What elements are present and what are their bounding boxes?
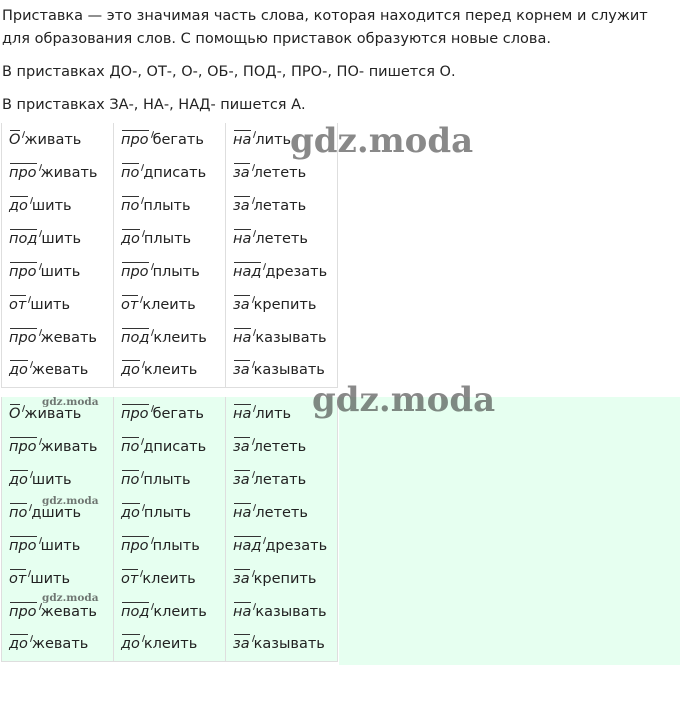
table-row bbox=[2, 321, 338, 354]
prefix-marked: за bbox=[233, 636, 250, 653]
word-cell bbox=[114, 562, 226, 595]
prefix-marked: над bbox=[233, 263, 262, 280]
prefix-table-1 bbox=[1, 123, 338, 388]
prefix-marked: по bbox=[121, 197, 140, 214]
word-rest: плыть bbox=[143, 230, 192, 247]
word-rest: жевать bbox=[31, 362, 89, 379]
word-rest: плыть bbox=[143, 504, 192, 521]
word-rest: клеить bbox=[153, 603, 207, 620]
table-row bbox=[2, 628, 338, 661]
word-rest: шить bbox=[41, 230, 82, 247]
prefix-marked: про bbox=[9, 603, 37, 620]
prefix-marked: на bbox=[233, 405, 252, 422]
prefix-marked: по bbox=[121, 471, 140, 488]
word-cell bbox=[114, 496, 226, 529]
word-rest: плыть bbox=[152, 537, 200, 554]
watermark-logo: gdz.moda bbox=[290, 121, 474, 161]
word-rest: казывать bbox=[253, 636, 325, 653]
table-row bbox=[2, 354, 338, 387]
prefix-marked: про bbox=[9, 537, 37, 554]
word-rest: шить bbox=[30, 570, 71, 587]
word-cell bbox=[2, 156, 114, 189]
word-rest: дписать bbox=[143, 164, 207, 181]
word-rest: живать bbox=[24, 131, 82, 148]
prefix-marked: на bbox=[233, 131, 252, 148]
word-cell bbox=[2, 496, 114, 529]
table-row bbox=[2, 156, 338, 189]
table-row bbox=[2, 288, 338, 321]
word-cell bbox=[226, 123, 338, 156]
rule-o-prefixes: В приставках ДО-, ОТ-, О-, ОБ-, ПОД-, ПРО-, ПО- пишется О. bbox=[2, 64, 456, 80]
prefix-marked: за bbox=[233, 471, 250, 488]
word-cell bbox=[114, 628, 226, 661]
prefix-marked: от bbox=[9, 296, 27, 313]
prefix-marked: про bbox=[121, 537, 149, 554]
word-rest: клеить bbox=[153, 329, 207, 346]
word-rest: лететь bbox=[255, 230, 308, 247]
word-rest: бегать bbox=[152, 405, 204, 422]
prefix-marked: за bbox=[233, 570, 250, 587]
word-rest: летать bbox=[253, 197, 307, 214]
word-cell bbox=[114, 156, 226, 189]
prefix-marked: до bbox=[121, 504, 140, 521]
word-cell bbox=[226, 189, 338, 222]
word-cell bbox=[2, 430, 114, 463]
prefix-marked: от bbox=[9, 570, 27, 587]
word-rest: лить bbox=[255, 405, 292, 422]
word-cell bbox=[226, 222, 338, 255]
word-cell bbox=[226, 628, 338, 661]
prefix-marked: за bbox=[233, 362, 250, 379]
word-cell bbox=[226, 496, 338, 529]
prefix-marked: под bbox=[9, 230, 38, 247]
word-cell bbox=[226, 255, 338, 288]
word-cell bbox=[226, 156, 338, 189]
word-rest: лететь bbox=[253, 438, 307, 455]
word-cell bbox=[226, 397, 338, 430]
prefix-marked: на bbox=[233, 603, 252, 620]
word-cell bbox=[2, 255, 114, 288]
word-rest: летать bbox=[253, 471, 307, 488]
prefix-marked: до bbox=[9, 362, 28, 379]
table-row bbox=[2, 529, 338, 562]
prefix-marked: про bbox=[9, 263, 37, 280]
word-rest: шить bbox=[40, 537, 81, 554]
word-cell bbox=[226, 354, 338, 387]
prefix-marked: по bbox=[121, 438, 140, 455]
rule-a-prefixes: В приставках ЗА-, НА-, НАД- пишется А. bbox=[2, 97, 306, 113]
word-cell bbox=[2, 288, 114, 321]
word-cell bbox=[226, 321, 338, 354]
word-cell bbox=[2, 189, 114, 222]
word-cell bbox=[114, 321, 226, 354]
word-cell bbox=[114, 288, 226, 321]
prefix-marked: про bbox=[9, 329, 37, 346]
word-cell bbox=[226, 463, 338, 496]
word-rest: дрезать bbox=[265, 537, 328, 554]
word-cell bbox=[2, 321, 114, 354]
word-rest: лететь bbox=[253, 164, 307, 181]
word-cell bbox=[114, 397, 226, 430]
table-row bbox=[2, 222, 338, 255]
word-cell bbox=[2, 628, 114, 661]
prefix-marked: до bbox=[9, 471, 28, 488]
prefix-marked: на bbox=[233, 504, 252, 521]
word-cell bbox=[2, 463, 114, 496]
word-cell bbox=[226, 529, 338, 562]
word-rest: шить bbox=[30, 296, 71, 313]
table-row bbox=[2, 595, 338, 628]
word-cell bbox=[114, 529, 226, 562]
prefix-marked: от bbox=[121, 296, 139, 313]
word-cell bbox=[2, 562, 114, 595]
prefix-marked: до bbox=[121, 230, 140, 247]
table-row bbox=[2, 496, 338, 529]
prefix-marked: за bbox=[233, 438, 250, 455]
word-rest: плыть bbox=[143, 197, 191, 214]
word-cell bbox=[114, 255, 226, 288]
word-rest: шить bbox=[31, 471, 72, 488]
watermark-small: gdz.moda bbox=[42, 495, 99, 507]
word-cell bbox=[2, 123, 114, 156]
prefix-marked: на bbox=[233, 230, 252, 247]
word-cell bbox=[114, 123, 226, 156]
word-rest: плыть bbox=[152, 263, 200, 280]
word-rest: дписать bbox=[143, 438, 207, 455]
word-rest: дшить bbox=[31, 504, 82, 521]
word-cell bbox=[114, 189, 226, 222]
prefix-marked: по bbox=[9, 504, 28, 521]
word-rest: клеить bbox=[142, 570, 196, 587]
word-rest: живать bbox=[24, 405, 82, 422]
prefix-marked: про bbox=[9, 164, 37, 181]
prefix-marked: про bbox=[121, 263, 149, 280]
word-cell bbox=[226, 430, 338, 463]
watermark-logo: gdz.moda bbox=[312, 380, 496, 420]
prefix-marked: до bbox=[121, 636, 140, 653]
word-rest: крепить bbox=[253, 296, 317, 313]
word-rest: жевать bbox=[40, 329, 97, 346]
table-row bbox=[2, 255, 338, 288]
word-rest: казывать bbox=[253, 362, 325, 379]
prefix-marked: за bbox=[233, 197, 250, 214]
word-rest: клеить bbox=[143, 636, 198, 653]
word-rest: клеить bbox=[143, 362, 198, 379]
word-rest: казывать bbox=[255, 603, 327, 620]
prefix-marked: по bbox=[121, 164, 140, 181]
table-row bbox=[2, 189, 338, 222]
word-cell bbox=[114, 354, 226, 387]
prefix-marked: про bbox=[121, 131, 149, 148]
table-row bbox=[2, 463, 338, 496]
word-cell bbox=[226, 595, 338, 628]
table-row bbox=[2, 562, 338, 595]
word-rest: жевать bbox=[40, 603, 97, 620]
prefix-marked: под bbox=[121, 329, 150, 346]
prefix-marked: О bbox=[9, 131, 21, 148]
word-rest: лить bbox=[255, 131, 292, 148]
word-cell bbox=[226, 288, 338, 321]
word-cell bbox=[2, 354, 114, 387]
word-rest: шить bbox=[40, 263, 81, 280]
prefix-marked: до bbox=[9, 197, 28, 214]
prefix-table-2 bbox=[1, 397, 338, 662]
word-rest: дрезать bbox=[265, 263, 328, 280]
word-cell bbox=[2, 595, 114, 628]
word-rest: шить bbox=[31, 197, 72, 214]
word-rest: жевать bbox=[31, 636, 89, 653]
word-cell bbox=[114, 463, 226, 496]
word-rest: лететь bbox=[255, 504, 308, 521]
prefix-marked: про bbox=[121, 405, 149, 422]
watermark-small: gdz.moda bbox=[42, 396, 99, 408]
word-rest: живать bbox=[40, 164, 98, 181]
green-highlight-area bbox=[339, 397, 680, 665]
word-cell bbox=[114, 595, 226, 628]
prefix-marked: О bbox=[9, 405, 21, 422]
prefix-marked: от bbox=[121, 570, 139, 587]
word-rest: бегать bbox=[152, 131, 204, 148]
prefix-marked: до bbox=[121, 362, 140, 379]
word-cell bbox=[226, 562, 338, 595]
watermark-small: gdz.moda bbox=[42, 592, 99, 604]
prefix-marked: над bbox=[233, 537, 262, 554]
prefix-marked: на bbox=[233, 329, 252, 346]
word-rest: клеить bbox=[142, 296, 196, 313]
prefix-marked: за bbox=[233, 296, 250, 313]
table-row bbox=[2, 430, 338, 463]
word-rest: плыть bbox=[143, 471, 191, 488]
word-cell bbox=[2, 397, 114, 430]
prefix-marked: за bbox=[233, 164, 250, 181]
word-cell bbox=[2, 222, 114, 255]
word-cell bbox=[114, 430, 226, 463]
intro-definition: Приставка — это значимая часть слова, которая находится перед корнем и служит для образования слов. С помощью приставок образуются новые слова. bbox=[2, 8, 648, 47]
prefix-marked: про bbox=[9, 438, 37, 455]
word-rest: живать bbox=[40, 438, 98, 455]
word-rest: казывать bbox=[255, 329, 327, 346]
prefix-marked: до bbox=[9, 636, 28, 653]
prefix-marked: под bbox=[121, 603, 150, 620]
word-cell bbox=[114, 222, 226, 255]
word-cell bbox=[2, 529, 114, 562]
table-row bbox=[2, 397, 338, 430]
word-rest: крепить bbox=[253, 570, 317, 587]
table-row bbox=[2, 123, 338, 156]
